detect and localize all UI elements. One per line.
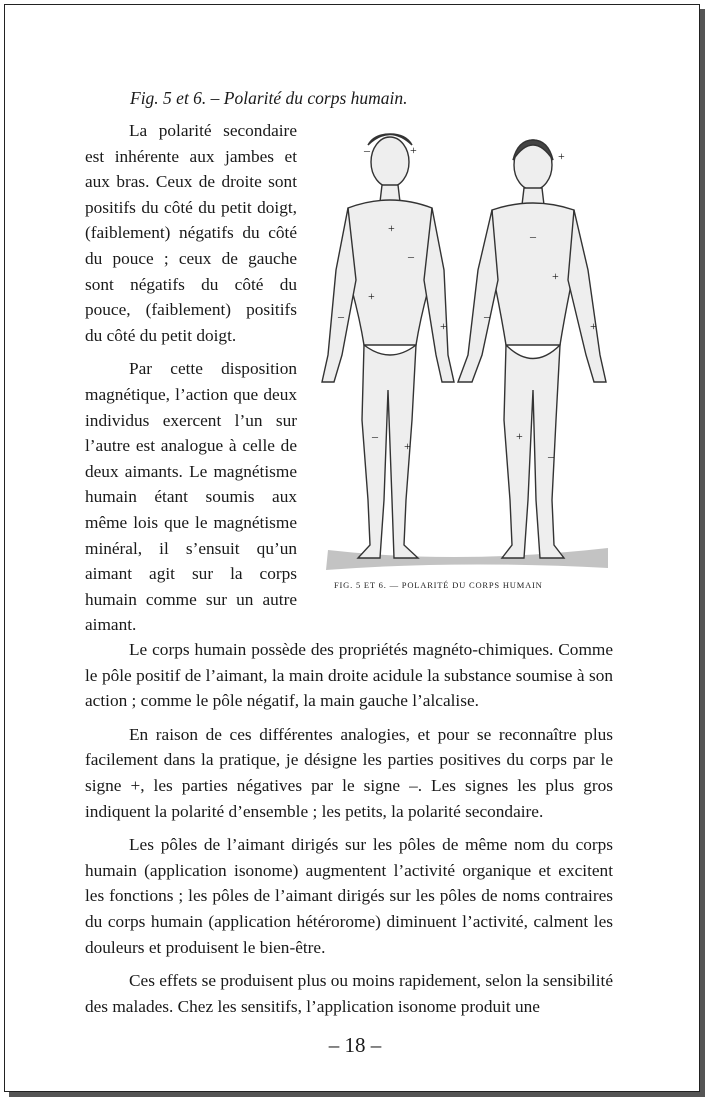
plus-sign: + bbox=[440, 319, 447, 333]
engraved-caption: FIG. 5 ET 6. — POLARITÉ DU CORPS HUMAIN bbox=[334, 580, 543, 590]
paragraph: Le corps humain possède des propriétés magnéto-chimiques. Comme le pôle positif de l’aimant, la main droite acidule la substance soumise à son action ; comme le pôle négatif, la main gauche l’alcalise. bbox=[85, 640, 613, 711]
page-number: – 18 – bbox=[328, 1033, 382, 1057]
minus-sign: – bbox=[372, 429, 378, 443]
plus-sign: + bbox=[552, 269, 559, 283]
front-figure bbox=[322, 134, 454, 558]
minus-sign: – bbox=[548, 449, 554, 463]
full-width-text bbox=[85, 637, 613, 1019]
minus-sign: – bbox=[338, 309, 344, 323]
plus-sign: + bbox=[590, 319, 597, 333]
plus-sign: + bbox=[368, 289, 375, 303]
plus-sign: + bbox=[516, 429, 523, 443]
engraving-figure bbox=[308, 120, 614, 602]
figure-caption: Fig. 5 et 6. – Polarité du corps humain. bbox=[130, 88, 408, 108]
minus-sign: – bbox=[484, 309, 490, 323]
plus-sign: + bbox=[558, 149, 565, 163]
back-figure bbox=[458, 140, 606, 558]
plus-sign: + bbox=[388, 221, 395, 235]
paragraph: Les pôles de l’aimant dirigés sur les pôles de même nom du corps humain (application isonome) augmentent l’activité organique et excitent les fonctions ; les pôles de l’aimant dirigés sur les pôles de noms contraires du corps humain (application hétérorome) diminuent l’activité, calment les douleurs et produisent le bien-être. bbox=[85, 835, 613, 957]
left-column bbox=[85, 118, 297, 638]
paragraph: La polarité secondaire est inhérente aux jambes et aux bras. Ceux de droite sont positifs du côté du petit doigt, (faiblement) négatifs du côté du pouce ; ceux de gauche sont négatifs du côté du pouce, (faiblement) positifs du côté du petit doigt. bbox=[85, 121, 297, 345]
plus-sign: + bbox=[410, 143, 417, 157]
plus-sign: + bbox=[404, 439, 411, 453]
minus-sign: – bbox=[530, 229, 536, 243]
minus-sign: – bbox=[364, 143, 370, 157]
human-polarity-illustration bbox=[308, 120, 614, 602]
paragraph: Ces effets se produisent plus ou moins rapidement, selon la sensibilité des malades. Chez les sensitifs, l’application isonome produit une bbox=[85, 971, 613, 1016]
minus-sign: – bbox=[408, 249, 414, 263]
paragraph: Par cette disposition magnétique, l’action que deux individus exercent l’un sur l’autre est analogue à celle de deux aimants. Le magnétisme humain étant soumis aux même lois que le magnétisme minéral, il s’ensuit qu’un aimant agit sur la corps humain comme sur un autre aimant. bbox=[85, 359, 297, 635]
paragraph: En raison de ces différentes analogies, et pour se reconnaître plus facilement dans la pratique, je désigne les parties positives du corps par le signe +, les parties négatives par le signe –. Les signes les plus gros indiquent la polarité d’ensemble ; les petits, la polarité secondaire. bbox=[85, 724, 613, 821]
